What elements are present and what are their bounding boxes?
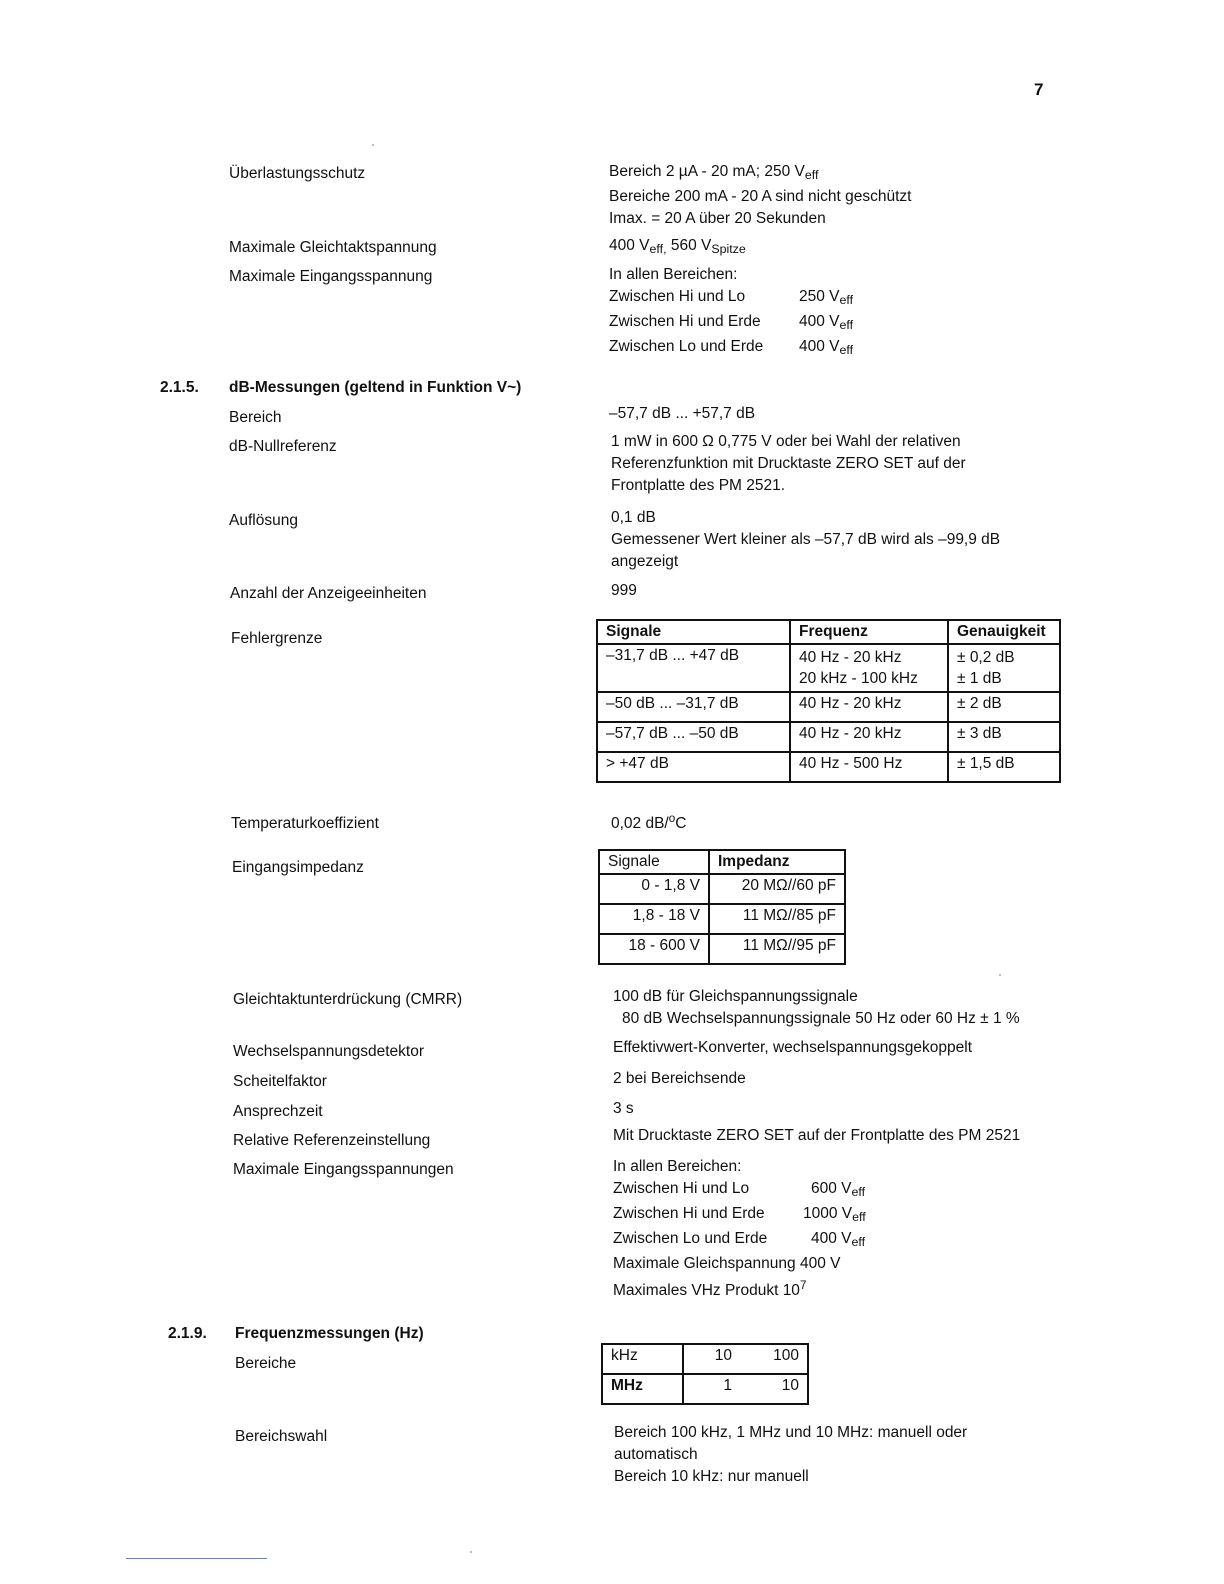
section-title-219: Frequenzmessungen (Hz) [235, 1325, 424, 1342]
table-cell: –50 dB ... –31,7 dB [597, 692, 790, 722]
table-header-row [597, 620, 1060, 644]
table-row [599, 934, 845, 964]
max-input-row: Zwischen Hi und Lo 250 $V_{eff}$ [609, 288, 854, 307]
range-selection-values: Bereich 100 kHz, 1 MHz und 10 MHz: manuell oder automatisch Bereich 10 kHz: nur manuell [614, 1424, 968, 1485]
table-cell: 40 Hz - 20 kHz [790, 722, 948, 752]
overload-line-2: Bereiche 200 mA - 20 A sind nicht geschützt [609, 188, 912, 205]
resolution-values: 0,1 dB Gemessener Wert kleiner als –57,7 dB wird als –99,9 dB angezeigt [611, 509, 1001, 570]
table-cell: 1 [683, 1374, 740, 1404]
scan-speck [470, 1551, 472, 1553]
ac-detector-value: Effektivwert-Konverter, wechselspannungsgekoppelt [613, 1039, 973, 1056]
max-dc-and-vhz [613, 1253, 840, 1302]
table-row [602, 1374, 808, 1404]
input-impedance-table [598, 849, 846, 965]
table-header-cell: Signale [599, 850, 709, 874]
table-cell: 0 - 1,8 V [599, 874, 709, 904]
overload-line-3: Imax. = 20 A über 20 Sekunden [609, 210, 826, 227]
display-count-value: 999 [611, 582, 637, 599]
table-cell: 40 Hz - 500 Hz [790, 752, 948, 782]
frequency-ranges-label: Bereiche [235, 1355, 297, 1372]
overload-protection-label: Überlastungsschutz [229, 165, 366, 182]
crest-factor-value: 2 bei Bereichsende [613, 1070, 746, 1087]
max-input-voltages-values: In allen Bereichen: Zwischen Hi und Lo 600 $V_{eff}$ Zwischen Hi und Erde 1000 $V_{eff}$ Zwischen Lo und Erde 400 $V_{eff}$ [613, 1156, 866, 1253]
table-row [602, 1344, 808, 1374]
common-mode-voltage-label: Maximale Gleichtaktspannung [229, 239, 437, 256]
display-count-label: Anzahl der Anzeigeeinheiten [230, 585, 427, 602]
error-limit-table [596, 619, 1061, 783]
max-input-row: Zwischen Hi und Erde 1000 $V_{eff}$ [613, 1205, 866, 1224]
max-dc-voltage: Maximale Gleichspannung 400 V [613, 1255, 841, 1272]
max-input-row: Zwischen Lo und Erde 400 $V_{eff}$ [613, 1230, 866, 1249]
overload-protection-values: Bereich 2 µA - 20 mA; 250 $V_{eff}$ Bereiche 200 mA - 20 A sind nicht geschützt Imax. = 20 A über 20 Sekunden [609, 161, 911, 230]
table-row [599, 904, 845, 934]
common-mode-voltage-value: 400 $V_{eff,}$ 560 $V_{Spitze}$ [609, 237, 746, 256]
table-cell: 18 - 600 V [599, 934, 709, 964]
table-row [599, 874, 845, 904]
table-cell: 10 [740, 1374, 808, 1404]
table-cell: 40 Hz - 20 kHz [790, 692, 948, 722]
max-input-voltages-label: Maximale Eingangsspannungen [233, 1161, 454, 1178]
scan-speck [999, 974, 1001, 976]
table-header-cell: Genauigkeit [948, 620, 1060, 644]
table-cell: 11 MΩ//85 pF [709, 904, 845, 934]
table-row [597, 722, 1060, 752]
table-row [597, 644, 1060, 692]
table-cell: 20 MΩ//60 pF [709, 874, 845, 904]
table-cell: 40 Hz - 20 kHz 20 kHz - 100 kHz [790, 644, 948, 692]
relative-reference-label: Relative Referenzeinstellung [233, 1132, 431, 1149]
table-cell: ± 1,5 dB [948, 752, 1060, 782]
db-null-reference-values: 1 mW in 600 Ω 0,775 V oder bei Wahl der relativen Referenzfunktion mit Drucktaste ZERO SET auf der Frontplatte des PM 2521. [611, 433, 966, 494]
page-number: 7 [1034, 80, 1044, 99]
table-row [597, 692, 1060, 722]
temperature-coefficient-label: Temperaturkoeffizient [231, 815, 379, 832]
input-impedance-label: Eingangsimpedanz [232, 859, 364, 876]
resolution-label: Auflösung [229, 512, 298, 529]
temperature-coefficient-value: 0,02 dB/$^o$C [611, 812, 687, 832]
max-input-voltage-label: Maximale Eingangsspannung [229, 268, 433, 285]
range-selection-label: Bereichswahl [235, 1428, 328, 1445]
error-limit-label: Fehlergrenze [231, 630, 323, 647]
ac-detector-label: Wechselspannungsdetektor [233, 1043, 425, 1060]
max-input-row: Zwischen Hi und Erde 400 $V_{eff}$ [609, 313, 854, 332]
response-time-value: 3 s [613, 1100, 634, 1117]
response-time-label: Ansprechzeit [233, 1103, 323, 1120]
table-header-cell: Impedanz [709, 850, 845, 874]
cmrr-values: 100 dB für Gleichspannungssignale 80 dB Wechselspannungssignale 50 Hz oder 60 Hz ± 1 % [613, 988, 1020, 1027]
table-header-cell: Signale [597, 620, 790, 644]
section-title-215: dB-Messungen (geltend in Funktion V~) [229, 379, 522, 396]
table-cell: ± 3 dB [948, 722, 1060, 752]
max-input-row: Zwischen Lo und Erde 400 $V_{eff}$ [609, 338, 854, 357]
table-cell: –57,7 dB ... –50 dB [597, 722, 790, 752]
table-header-cell: Frequenz [790, 620, 948, 644]
db-range-value: –57,7 dB ... +57,7 dB [609, 405, 756, 422]
db-range-label: Bereich [229, 409, 282, 426]
frequency-ranges-table [601, 1343, 809, 1405]
section-number-219: 2.1.9. [168, 1325, 207, 1342]
table-header-row [599, 850, 845, 874]
max-input-voltage-values [609, 264, 853, 361]
section-number-215: 2.1.5. [160, 379, 199, 396]
crest-factor-label: Scheitelfaktor [233, 1073, 327, 1090]
table-cell: 1,8 - 18 V [599, 904, 709, 934]
footnote-rule [126, 1558, 267, 1559]
table-cell: 100 [740, 1344, 808, 1374]
cmrr-label: Gleichtaktunterdrückung (CMRR) [233, 991, 463, 1008]
relative-reference-value: Mit Drucktaste ZERO SET auf der Frontplatte des PM 2521 [613, 1127, 1021, 1144]
table-cell: ± 2 dB [948, 692, 1060, 722]
max-input-row: Zwischen Hi und Lo 600 $V_{eff}$ [613, 1180, 866, 1199]
scan-speck [372, 144, 374, 146]
overload-line-1: Bereich 2 µA - 20 mA; 250 V [609, 163, 805, 180]
table-cell: kHz [602, 1344, 683, 1374]
table-cell: > +47 dB [597, 752, 790, 782]
max-input-intro: In allen Bereichen: [609, 266, 738, 283]
table-cell: 10 [683, 1344, 740, 1374]
table-row [597, 752, 1060, 782]
table-cell: MHz [602, 1374, 683, 1404]
db-null-reference-label: dB-Nullreferenz [229, 438, 337, 455]
max-vhz-product: Maximales VHz Produkt $10^7$ [613, 1279, 807, 1299]
table-cell: 11 MΩ//95 pF [709, 934, 845, 964]
table-cell: ± 0,2 dB ± 1 dB [948, 644, 1060, 692]
table-cell: –31,7 dB ... +47 dB [597, 644, 790, 692]
